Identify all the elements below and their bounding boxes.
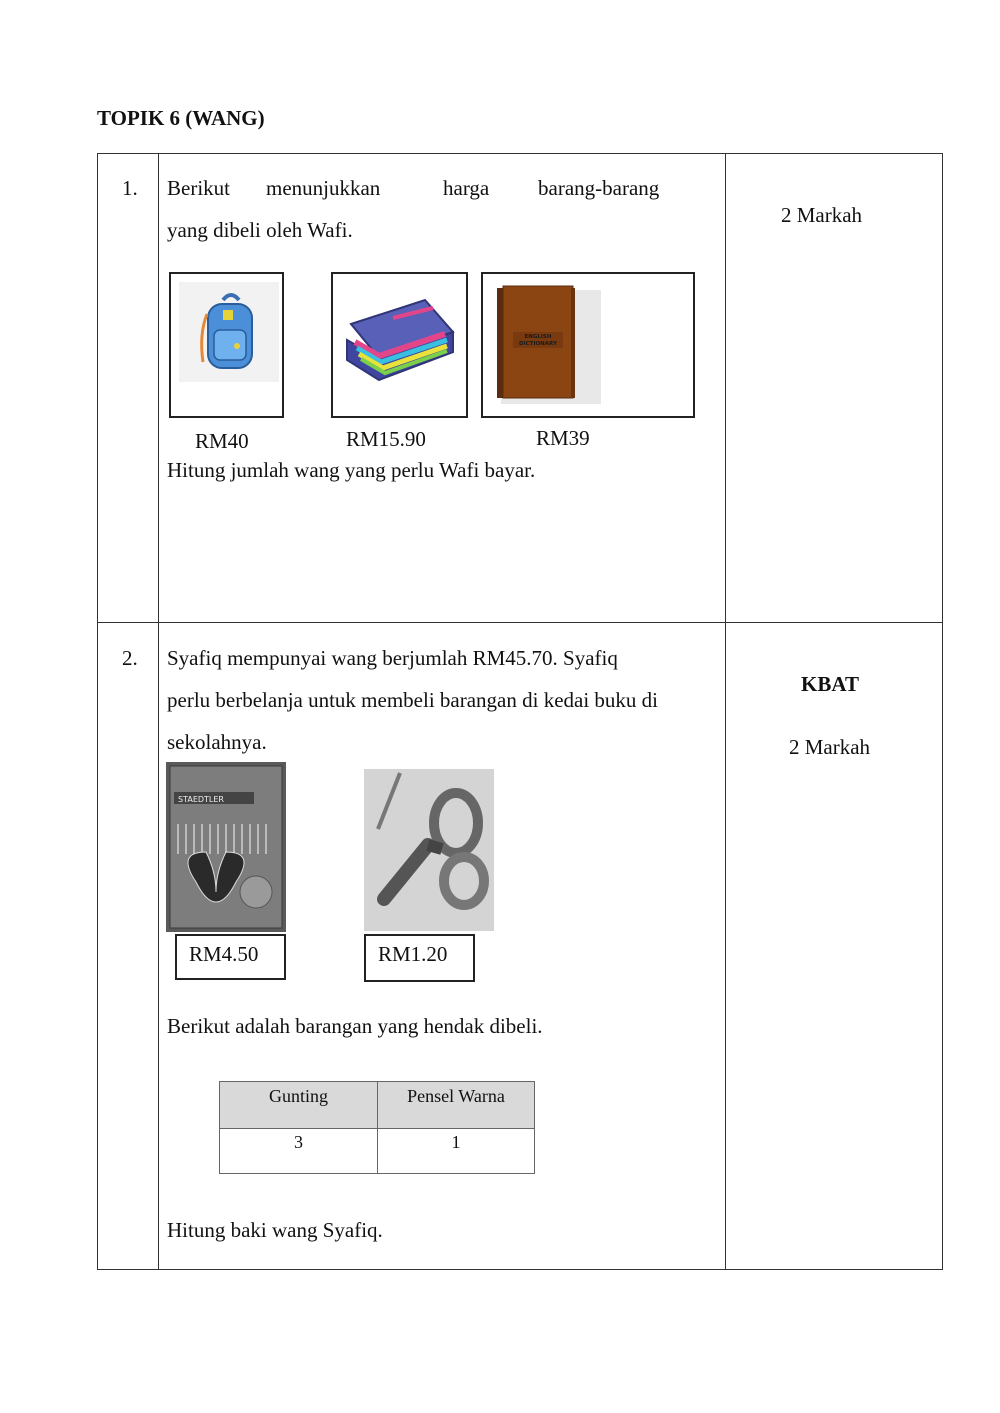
q1-word: barang-barang: [538, 176, 660, 200]
package-brand: STAEDTLER: [178, 795, 224, 804]
q2-question: Hitung baki wang Syafiq.: [167, 1218, 383, 1242]
colour-pencils-box-icon: [166, 762, 286, 932]
book-cover-text: ENGLISH DICTIONARY: [519, 334, 557, 347]
table-divider: [220, 1128, 534, 1129]
q2-intro: Berikut adalah barangan yang hendak dibeli.: [167, 1014, 543, 1038]
table-header-cell: Gunting: [268, 1086, 328, 1106]
row-divider: [98, 622, 942, 623]
q2-price-box: RM1.20: [364, 934, 475, 982]
column-divider: [158, 154, 159, 1269]
q1-price: RM15.90: [346, 427, 426, 451]
q1-item-box: [169, 272, 284, 418]
page-title: TOPIK 6 (WANG): [97, 106, 265, 130]
q2-item-image: [364, 769, 494, 931]
q1-number: 1.: [122, 176, 138, 200]
q1-marks: 2 Markah: [781, 203, 863, 227]
q1-price: RM39: [536, 426, 590, 450]
table-header-cell: Pensel Warna: [407, 1086, 505, 1106]
q1-word: Berikut: [167, 176, 230, 200]
q1-line2: yang dibeli oleh Wafi.: [167, 218, 353, 242]
table-cell: 1: [451, 1132, 461, 1152]
q1-question: Hitung jumlah wang yang perlu Wafi bayar.: [167, 458, 536, 482]
q2-marks: 2 Markah: [789, 735, 871, 759]
column-divider: [725, 154, 726, 1269]
q2-item-image: [166, 762, 286, 932]
q1-item-box: [331, 272, 468, 418]
table-cell: 3: [294, 1132, 303, 1152]
q1-item-box: [481, 272, 695, 418]
pencil-case-icon: [333, 274, 466, 416]
q2-number: 2.: [122, 646, 138, 670]
q2-price-box: RM4.50: [175, 934, 286, 980]
dictionary-book-icon: [483, 274, 693, 416]
q2-kbat-tag: KBAT: [801, 672, 859, 696]
scissors-icon: [364, 769, 494, 931]
quantity-table: [219, 1081, 535, 1174]
q2-line1: Syafiq mempunyai wang berjumlah RM45.70. Syafiq: [167, 646, 618, 670]
backpack-icon: [171, 274, 282, 416]
q2-line2: perlu berbelanja untuk membeli barangan di kedai buku di: [167, 688, 659, 712]
q1-price: RM40: [195, 429, 249, 453]
q1-word: menunjukkan: [266, 176, 381, 200]
q1-word: harga: [443, 176, 490, 200]
q2-line3: sekolahnya.: [167, 730, 267, 754]
